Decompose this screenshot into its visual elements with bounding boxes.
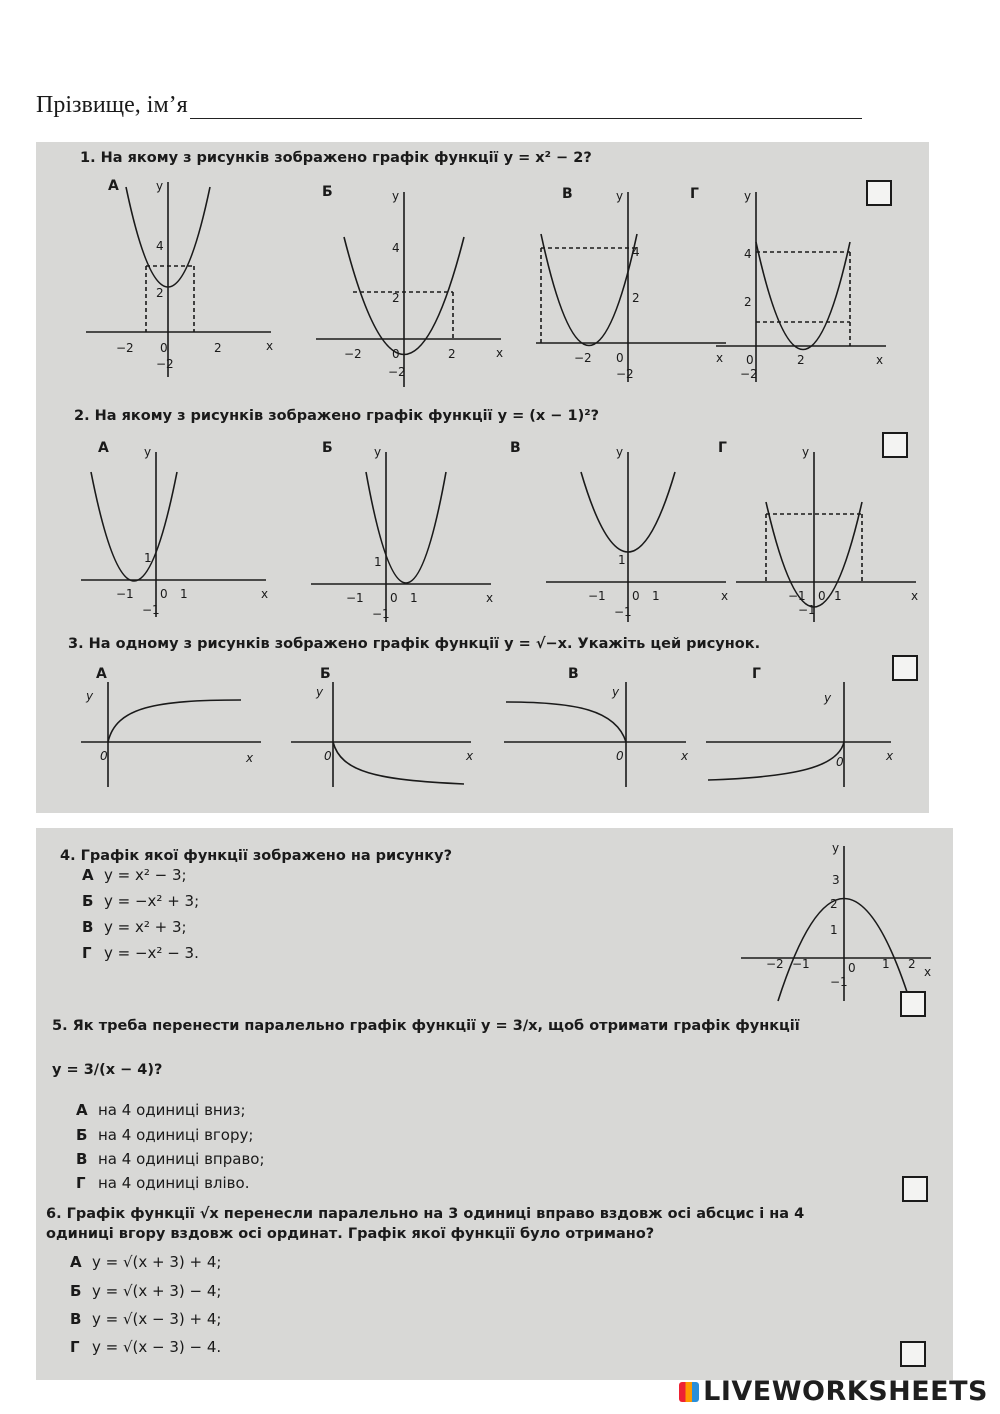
svg-text:y: y (832, 841, 840, 855)
svg-text:−1: −1 (614, 605, 632, 619)
logo-icon (679, 1382, 699, 1402)
q2-graphs (76, 432, 926, 622)
q5-answer-box[interactable] (902, 1176, 928, 1202)
name-label: Прізвище, ім’я (36, 92, 188, 118)
svg-text:3: 3 (832, 873, 840, 887)
svg-text:1: 1 (618, 553, 626, 567)
svg-text:2: 2 (214, 341, 222, 355)
q5-option-a-letter: А (76, 1101, 88, 1119)
svg-text:x: x (911, 589, 919, 603)
svg-text:y: y (144, 445, 152, 459)
q4-option-v-letter: В (82, 918, 94, 936)
svg-text:4: 4 (632, 245, 640, 259)
svg-text:−2: −2 (766, 957, 784, 971)
q4-answer-box[interactable] (900, 991, 926, 1017)
q4-option-b-text: y = −x² + 3; (104, 892, 200, 910)
svg-text:1: 1 (180, 587, 188, 601)
svg-text:4: 4 (392, 241, 400, 255)
q6-text-a: 6. Графік функції √x перенесли паралельно на 3 одиниці вправо вздовж осі абсцис і на 4 (46, 1206, 805, 1222)
svg-text:−2: −2 (116, 341, 134, 355)
q2-variant-v: В (510, 440, 521, 456)
q2-text: 2. На якому з рисунків зображено графік функції y = (x − 1)²? (74, 408, 599, 424)
svg-text:0: 0 (616, 351, 624, 365)
svg-text:2: 2 (908, 957, 916, 971)
svg-text:x: x (496, 346, 504, 360)
svg-text:1: 1 (652, 589, 660, 603)
svg-text:1: 1 (410, 591, 418, 605)
q6-option-a-text: y = √(x + 3) + 4; (92, 1253, 222, 1271)
q6-option-g-letter: Г (70, 1338, 80, 1356)
svg-text:−1: −1 (142, 603, 160, 617)
svg-text:y: y (802, 445, 810, 459)
q3-variant-b: Б (320, 666, 331, 682)
svg-text:1: 1 (374, 555, 382, 569)
logo-text: LIVEWORKSHEETS (703, 1376, 988, 1407)
svg-text:y: y (616, 189, 624, 203)
svg-text:x: x (876, 353, 884, 367)
q6-option-a[interactable] (70, 1253, 221, 1271)
svg-text:−1: −1 (116, 587, 134, 601)
q5-option-a-text: на 4 одиниці вниз; (98, 1101, 246, 1119)
svg-text:2: 2 (632, 291, 640, 305)
svg-text:y: y (824, 691, 832, 705)
svg-text:x: x (721, 589, 729, 603)
q4-option-a-letter: А (82, 866, 94, 884)
q3-variant-g: Г (752, 666, 761, 682)
svg-text:0: 0 (160, 341, 168, 355)
q5-option-b-letter: Б (76, 1126, 88, 1144)
svg-text:x: x (246, 751, 254, 765)
q6-option-b-text: y = √(x + 3) − 4; (92, 1282, 222, 1300)
q1-variant-g: Г (690, 186, 699, 202)
svg-text:2: 2 (830, 897, 838, 911)
q6-option-g-text: y = √(x − 3) − 4. (92, 1338, 222, 1356)
worksheet-photo-1 (36, 142, 929, 813)
q4-option-v-text: y = x² + 3; (104, 918, 187, 936)
q5-option-b-text: на 4 одиниці вгору; (98, 1126, 254, 1144)
svg-text:−1: −1 (788, 589, 806, 603)
svg-text:2: 2 (797, 353, 805, 367)
svg-text:0: 0 (836, 755, 844, 769)
svg-text:x: x (466, 749, 474, 763)
svg-text:4: 4 (156, 239, 164, 253)
q3-variant-a: А (96, 666, 107, 682)
q3-variant-v: В (568, 666, 579, 682)
q4-graph (736, 836, 936, 1006)
q1-graphs (76, 172, 936, 392)
svg-text:0: 0 (390, 591, 398, 605)
q6-option-a-letter: А (70, 1253, 82, 1271)
svg-text:0: 0 (848, 961, 856, 975)
svg-text:2: 2 (392, 291, 400, 305)
svg-text:y: y (86, 689, 94, 703)
svg-text:0: 0 (392, 347, 400, 361)
svg-text:−1: −1 (830, 975, 848, 989)
svg-text:x: x (716, 351, 724, 365)
q3-text: 3. На одному з рисунків зображено графік функції y = √−x. Укажіть цей рисунок. (68, 636, 761, 652)
q5-text-a: 5. Як треба перенести паралельно графік функції y = 3/x, щоб отримати графік функції (52, 1018, 800, 1034)
svg-text:y: y (612, 685, 620, 699)
q5-option-g[interactable] (76, 1174, 249, 1192)
q2-variant-g: Г (718, 440, 727, 456)
svg-text:0: 0 (100, 749, 108, 763)
svg-text:−1: −1 (588, 589, 606, 603)
svg-text:y: y (744, 189, 752, 203)
svg-text:0: 0 (616, 749, 624, 763)
svg-text:0: 0 (746, 353, 754, 367)
q5-option-v[interactable] (76, 1150, 265, 1168)
q3-graphs (76, 662, 926, 802)
svg-text:2: 2 (448, 347, 456, 361)
q4-option-v[interactable] (82, 918, 187, 936)
svg-text:1: 1 (882, 957, 890, 971)
q2-variant-a: А (98, 440, 109, 456)
name-underline[interactable] (190, 96, 862, 119)
svg-text:x: x (886, 749, 894, 763)
q4-option-g-letter: Г (82, 944, 92, 962)
svg-text:0: 0 (324, 749, 332, 763)
svg-text:−2: −2 (616, 367, 634, 381)
q5-option-b[interactable] (76, 1126, 253, 1144)
q5-text-b: y = 3/(x − 4)? (52, 1062, 163, 1078)
svg-text:−2: −2 (574, 351, 592, 365)
q4-option-g[interactable] (82, 944, 199, 962)
svg-text:x: x (486, 591, 494, 605)
svg-text:−1: −1 (346, 591, 364, 605)
svg-text:y: y (392, 189, 400, 203)
svg-text:x: x (924, 965, 932, 979)
svg-text:−2: −2 (156, 357, 174, 371)
svg-text:2: 2 (744, 295, 752, 309)
svg-text:1: 1 (834, 589, 842, 603)
svg-text:1: 1 (144, 551, 152, 565)
name-field[interactable] (36, 92, 862, 119)
svg-text:x: x (681, 749, 689, 763)
q6-option-b-letter: Б (70, 1282, 82, 1300)
svg-text:−1: −1 (792, 957, 810, 971)
svg-text:−2: −2 (344, 347, 362, 361)
svg-text:x: x (266, 339, 274, 353)
svg-text:−1: −1 (798, 603, 816, 617)
q6-option-b[interactable] (70, 1282, 221, 1300)
q4-option-g-text: y = −x² − 3. (104, 944, 199, 962)
q2-variant-b: Б (322, 440, 333, 456)
svg-text:1: 1 (830, 923, 838, 937)
svg-text:−1: −1 (372, 607, 390, 621)
q5-option-a[interactable] (76, 1101, 246, 1119)
svg-text:y: y (316, 685, 324, 699)
svg-text:4: 4 (744, 247, 752, 261)
worksheet-photo-2 (36, 828, 953, 1380)
q1-variant-b: Б (322, 184, 333, 200)
q4-option-a[interactable] (82, 866, 187, 884)
liveworksheets-logo[interactable] (679, 1376, 988, 1407)
q5-option-v-text: на 4 одиниці вправо; (98, 1150, 265, 1168)
q1-variant-v: В (562, 186, 573, 202)
q6-option-v-text: y = √(x − 3) + 4; (92, 1310, 222, 1328)
svg-text:−2: −2 (388, 365, 406, 379)
q6-option-g[interactable] (70, 1338, 221, 1356)
svg-text:0: 0 (160, 587, 168, 601)
q6-answer-box[interactable] (900, 1341, 926, 1367)
svg-text:x: x (261, 587, 269, 601)
q4-text: 4. Графік якої функції зображено на рисунку? (60, 848, 452, 864)
q5-option-g-text: на 4 одиниці вліво. (98, 1174, 250, 1192)
q6-option-v[interactable] (70, 1310, 221, 1328)
q4-option-a-text: y = x² − 3; (104, 866, 187, 884)
q1-variant-a: А (108, 178, 119, 194)
q6-option-v-letter: В (70, 1310, 82, 1328)
q5-option-g-letter: Г (76, 1174, 86, 1192)
q1-text: 1. На якому з рисунків зображено графік функції y = x² − 2? (80, 150, 592, 166)
q5-option-v-letter: В (76, 1150, 88, 1168)
svg-text:−2: −2 (740, 367, 758, 381)
svg-text:2: 2 (156, 286, 164, 300)
svg-text:0: 0 (632, 589, 640, 603)
svg-text:y: y (156, 179, 164, 193)
svg-text:y: y (374, 445, 382, 459)
q6-text-b: одиниці вгору вздовж осі ординат. Графік якої функції було отримано? (46, 1226, 655, 1242)
q4-option-b[interactable] (82, 892, 199, 910)
svg-text:y: y (616, 445, 624, 459)
svg-text:0: 0 (818, 589, 826, 603)
q4-option-b-letter: Б (82, 892, 94, 910)
